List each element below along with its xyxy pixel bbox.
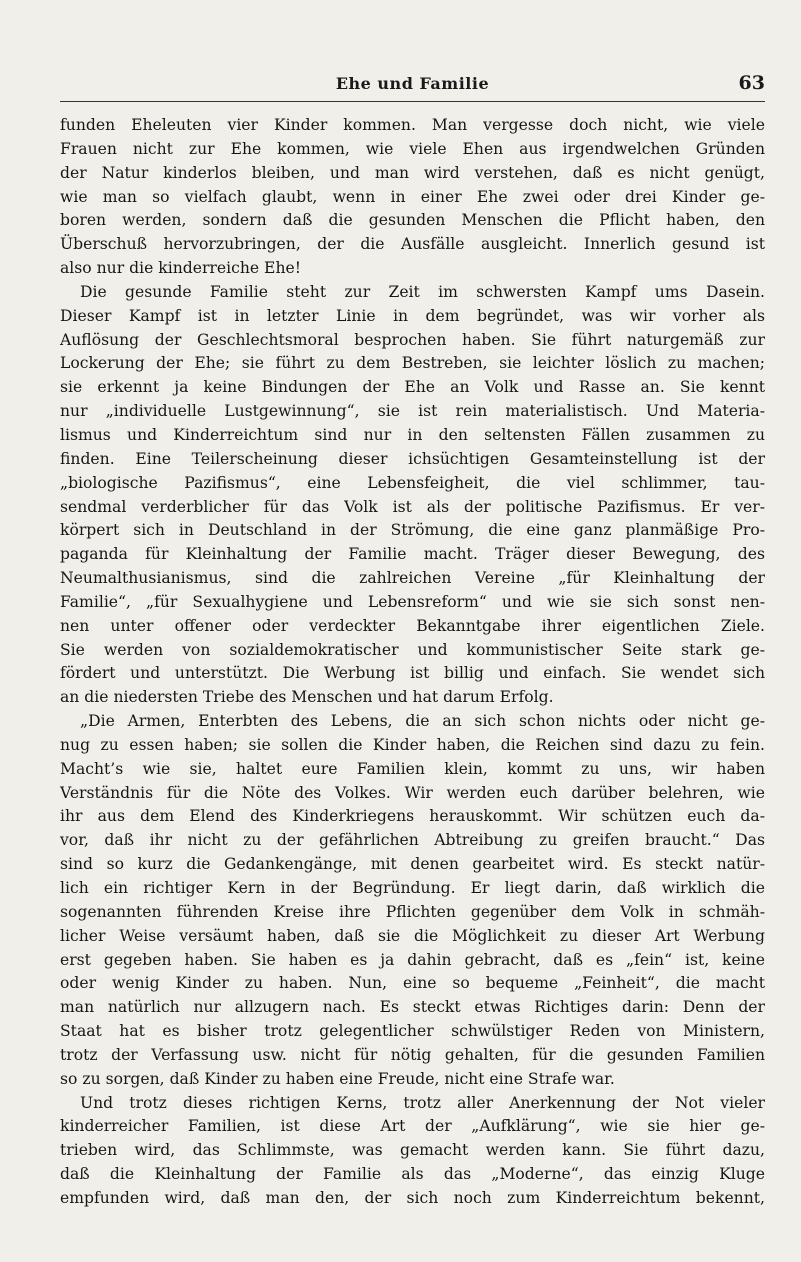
running-title: Ehe und Familie	[335, 74, 490, 93]
text-line: Dieser Kampf ist in letzter Linie in dem begründet, was wir vorher als	[60, 306, 765, 325]
text-line: Sie werden von sozialdemokratischer und kommunistischer Seite stark ge-	[60, 640, 765, 659]
text-line: sogenannten führenden Kreise ihre Pflichten gegenüber dem Volk in schmäh-	[60, 902, 765, 921]
text-line: erst gegeben haben. Sie haben es ja dahin gebracht, daß es „fein“ ist, keine	[60, 950, 765, 969]
text-line: Frauen nicht zur Ehe kommen, wie viele Ehen aus irgendwelchen Gründen	[60, 139, 765, 158]
text-line: nen unter offener oder verdeckter Bekanntgabe ihrer eigentlichen Ziele.	[60, 616, 765, 635]
text-line: Die gesunde Familie steht zur Zeit im schwersten Kampf ums Dasein.	[80, 282, 765, 301]
text-line: wie man so vielfach glaubt, wenn in einer Ehe zwei oder drei Kinder ge-	[60, 187, 765, 206]
text-line: „biologische Pazifismus“, eine Lebensfeigheit, die viel schlimmer, tau-	[60, 473, 765, 492]
text-line: sie erkennt ja keine Bindungen der Ehe an Volk und Rasse an. Sie kennt	[60, 378, 765, 397]
text-line: funden Eheleuten vier Kinder kommen. Man vergesse doch nicht, wie viele	[60, 116, 765, 134]
text-line: sendmal verderblicher für das Volk ist als der politische Pazifismus. Er ver-	[60, 497, 765, 516]
text-line: fördert und unterstützt. Die Werbung ist billig und einfach. Sie wendet sich	[60, 664, 765, 683]
text-line: Verständnis für die Nöte des Volkes. Wir werden euch darüber belehren, wie	[60, 783, 765, 802]
text-line: Familie“, „für Sexualhygiene und Lebensreform“ und wie sie sich sonst nen-	[60, 592, 765, 611]
text-line: „Die Armen, Enterbten des Lebens, die an sich schon nichts oder nicht ge-	[80, 712, 765, 731]
body-text	[60, 114, 765, 1211]
text-line: daß die Kleinhaltung der Familie als das „Moderne“, das einzig Kluge	[60, 1165, 765, 1184]
text-line: ihr aus dem Elend des Kinderkriegens herauskommt. Wir schützen euch da-	[60, 807, 765, 826]
text-line: Auflösung der Geschlechtsmoral besprochen haben. Sie führt naturgemäß zur	[60, 330, 765, 349]
text-line: lismus und Kinderreichtum sind nur in den seltensten Fällen zusammen zu	[60, 425, 765, 444]
text-line: Neumalthusianismus, sind die zahlreichen Vereine „für Kleinhaltung der	[60, 569, 765, 588]
text-line: boren werden, sondern daß die gesunden Menschen die Pflicht haben, den	[60, 211, 765, 230]
text-line: finden. Eine Teilerscheinung dieser ichsüchtigen Gesamteinstellung ist der	[60, 449, 765, 468]
text-line: der Natur kinderlos bleiben, und man wird verstehen, daß es nicht genügt,	[60, 163, 765, 182]
text-line: kinderreicher Familien, ist diese Art der „Aufklärung“, wie sie hier ge-	[60, 1117, 765, 1136]
text-line: Staat hat es bisher trotz gelegentlicher schwülstiger Reden von Ministern,	[60, 1022, 765, 1041]
text-line: trieben wird, das Schlimmste, was gemacht werden kann. Sie führt dazu,	[60, 1141, 765, 1160]
text-line: körpert sich in Deutschland in der Strömung, die eine ganz planmäßige Pro-	[60, 521, 765, 540]
text-line: paganda für Kleinhaltung der Familie macht. Träger dieser Bewegung, des	[60, 545, 765, 564]
text-line: Und trotz dieses richtigen Kerns, trotz aller Anerkennung der Not vieler	[80, 1093, 765, 1112]
text-line: licher Weise versäumt haben, daß sie die Möglichkeit zu dieser Art Werbung	[60, 926, 765, 945]
text-line: nur „individuelle Lustgewinnung“, sie ist rein materialistisch. Und Materia-	[60, 402, 765, 421]
page-number: 63	[738, 72, 765, 94]
text-line: empfunden wird, daß man den, der sich noch zum Kinderreichtum bekennt,	[60, 1188, 765, 1207]
header-rule	[60, 101, 765, 102]
text-line: Macht’s wie sie, haltet eure Familien klein, kommt zu uns, wir haben	[60, 759, 765, 778]
text-line: sind so kurz die Gedankengänge, mit denen gearbeitet wird. Es steckt natür-	[60, 855, 765, 874]
text-line: Überschuß hervorzubringen, der die Ausfälle ausgleicht. Innerlich gesund ist	[60, 235, 765, 254]
text-line: oder wenig Kinder zu haben. Nun, eine so bequeme „Feinheit“, die macht	[60, 974, 765, 993]
running-head	[60, 70, 765, 98]
text-line: nug zu essen haben; sie sollen die Kinder haben, die Reichen sind dazu zu fein.	[60, 735, 765, 754]
text-line: lich ein richtiger Kern in der Begründung. Er liegt darin, daß wirklich die	[60, 879, 765, 897]
text-line: Lockerung der Ehe; sie führt zu dem Bestreben, sie leichter löslich zu machen;	[60, 354, 765, 373]
text-line: trotz der Verfassung usw. nicht für nötig gehalten, für die gesunden Familien	[60, 1045, 765, 1064]
text-line: an die niedersten Triebe des Menschen und hat darum Erfolg.	[60, 688, 554, 707]
text-line: also nur die kinderreiche Ehe!	[60, 259, 301, 278]
text-line: vor, daß ihr nicht zu der gefährlichen Abtreibung zu greifen braucht.“ Das	[60, 831, 765, 850]
text-line: so zu sorgen, daß Kinder zu haben eine Freude, nicht eine Strafe war.	[60, 1069, 615, 1088]
text-line: man natürlich nur allzugern nach. Es steckt etwas Richtiges darin: Denn der	[60, 998, 765, 1017]
